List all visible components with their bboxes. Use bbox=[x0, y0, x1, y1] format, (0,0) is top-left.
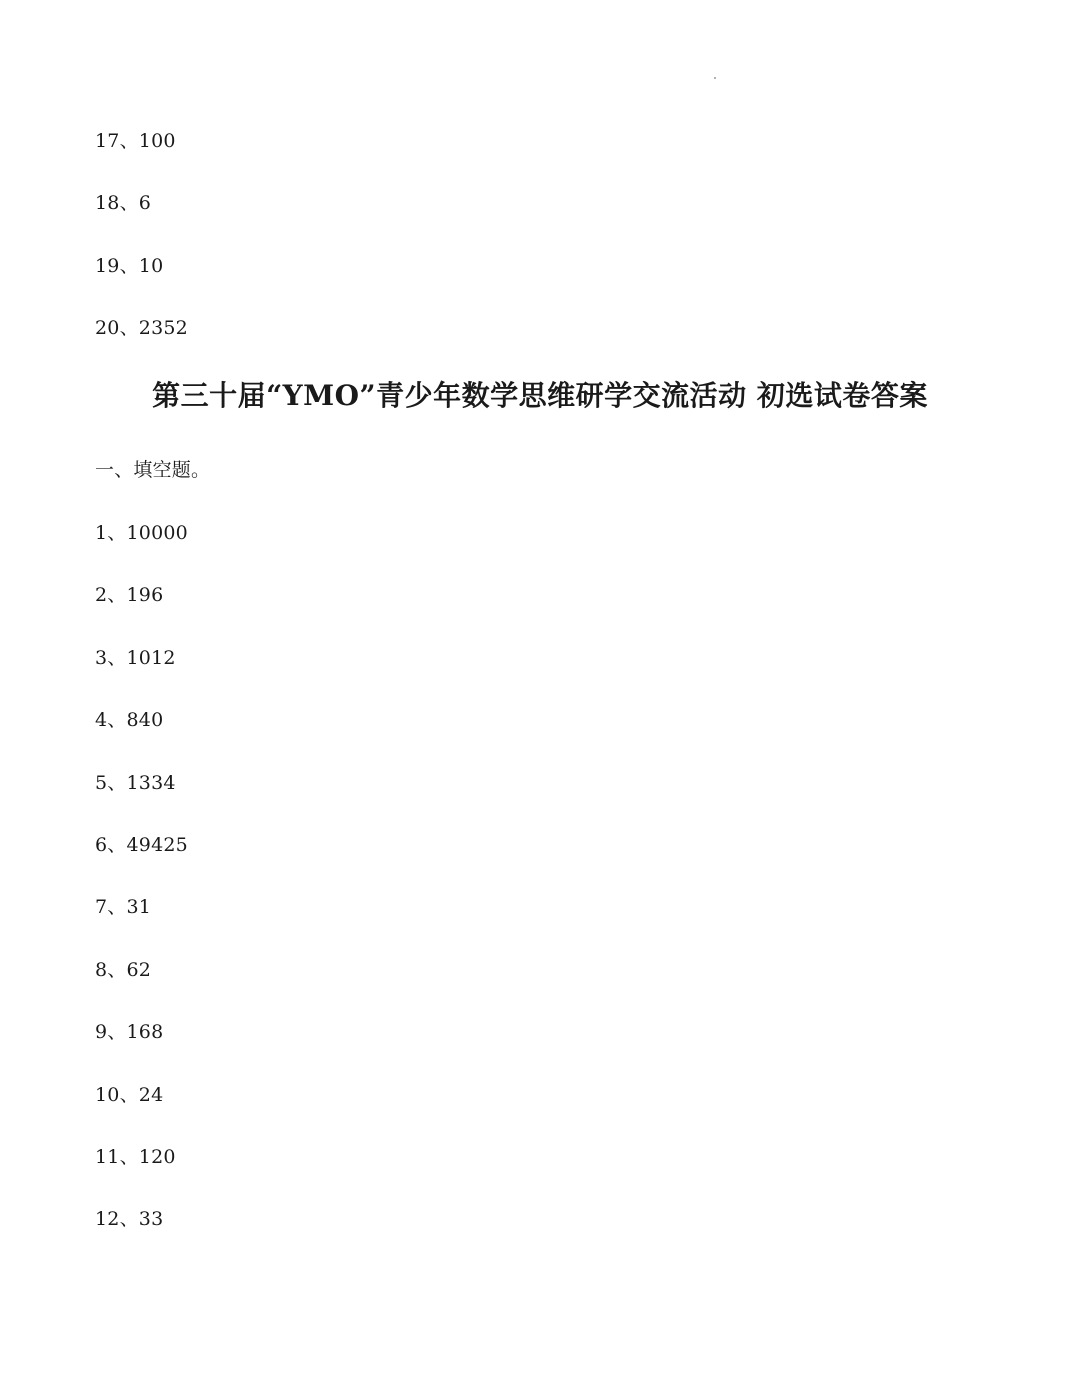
answer-line-11: 11、120 bbox=[95, 1146, 176, 1168]
answer-line-1: 1、10000 bbox=[95, 522, 188, 544]
answer-line-17: 17、100 bbox=[95, 130, 176, 152]
answer-line-4: 4、840 bbox=[95, 709, 164, 731]
answer-line-6: 6、49425 bbox=[95, 834, 188, 856]
section-heading: 一、填空题。 bbox=[95, 459, 211, 481]
answer-line-19: 19、10 bbox=[95, 255, 164, 277]
answer-line-2: 2、196 bbox=[95, 584, 164, 606]
answer-line-3: 3、1012 bbox=[95, 647, 176, 669]
answer-line-12: 12、33 bbox=[95, 1208, 164, 1230]
answer-line-5: 5、1334 bbox=[95, 772, 176, 794]
answer-line-20: 20、2352 bbox=[95, 317, 188, 339]
answer-line-7: 7、31 bbox=[95, 896, 152, 918]
answer-line-18: 18、6 bbox=[95, 192, 152, 214]
answer-line-10: 10、24 bbox=[95, 1084, 164, 1106]
answer-line-8: 8、62 bbox=[95, 959, 152, 981]
answer-line-9: 9、168 bbox=[95, 1021, 164, 1043]
speck-mark bbox=[714, 77, 716, 79]
document-title: 第三十届“YMO”青少年数学思维研学交流活动 初选试卷答案 bbox=[152, 379, 928, 412]
